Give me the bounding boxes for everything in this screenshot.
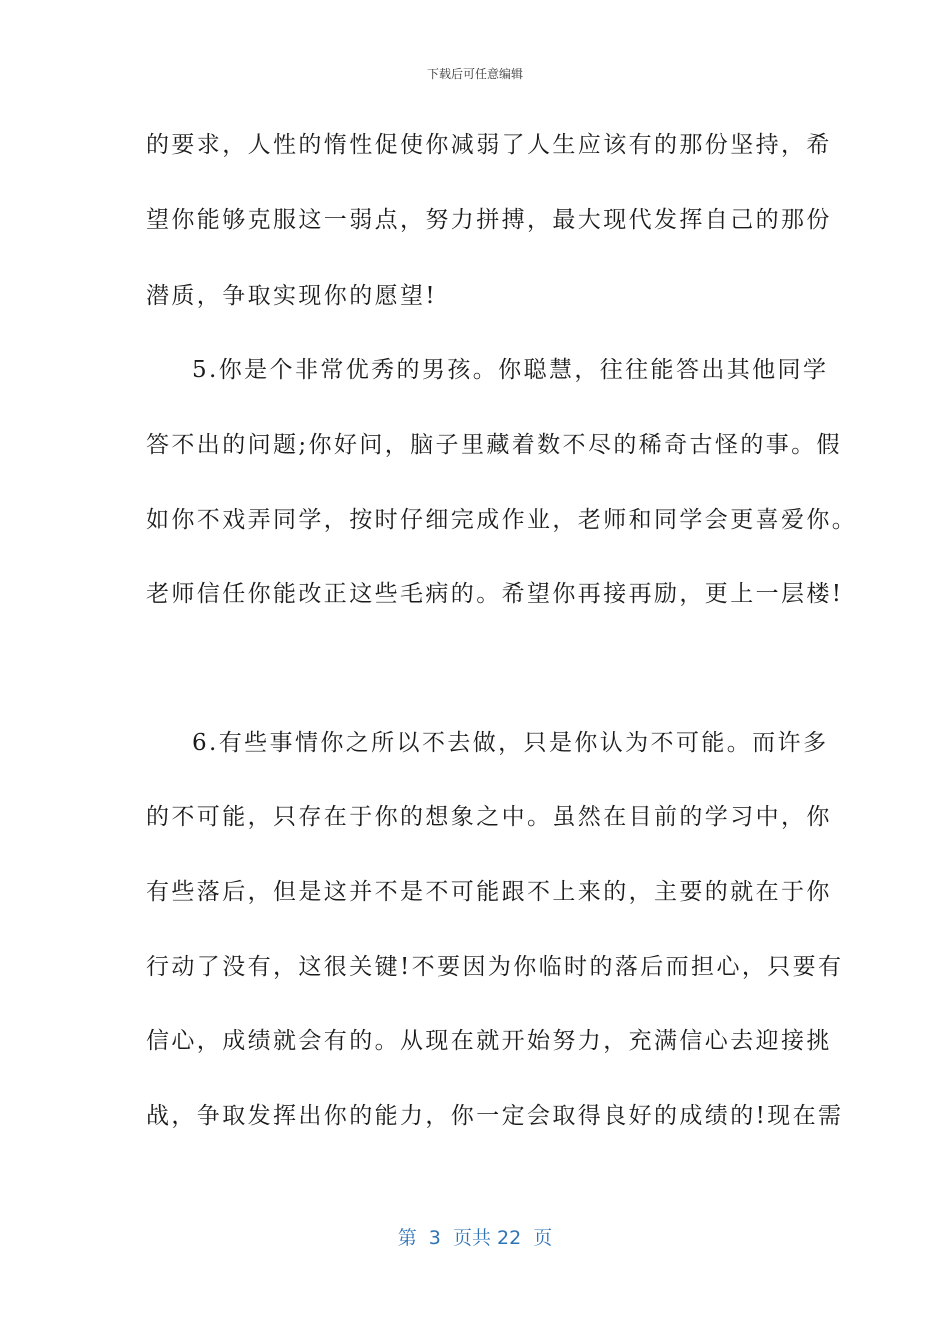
body-line: 潜质，争取实现你的愿望! (146, 283, 438, 309)
page-header: 下载后可任意编辑 (426, 67, 523, 81)
body-line: 行动了没有，这很关键!不要因为你临时的落后而担心，只要有 (146, 954, 844, 980)
body-line: 战，争取发挥出你的能力，你一定会取得良好的成绩的!现在需 (146, 1103, 844, 1129)
body-line: 的要求，人性的惰性促使你减弱了人生应该有的那份坚持，希 (146, 132, 832, 158)
page-number-footer: 第 3 页共 22 页 (397, 1227, 553, 1249)
body-line: 信心，成绩就会有的。从现在就开始努力，充满信心去迎接挑 (146, 1028, 832, 1054)
body-line: 老师信任你能改正这些毛病的。希望你再接再励，更上一层楼! (146, 581, 844, 607)
body-line: 答不出的问题;你好问，脑子里藏着数不尽的稀奇古怪的事。假 (146, 432, 842, 458)
body-line: 的不可能，只存在于你的想象之中。虽然在目前的学习中，你 (146, 804, 832, 830)
body-line: 有些落后，但是这并不是不可能跟不上来的，主要的就在于你 (146, 879, 832, 905)
body-line: 6.有些事情你之所以不去做，只是你认为不可能。而许多 (192, 730, 829, 756)
body-line: 如你不戏弄同学，按时仔细完成作业，老师和同学会更喜爱你。 (146, 507, 858, 533)
body-line: 望你能够克服这一弱点，努力拼搏，最大现代发挥自己的那份 (146, 207, 832, 233)
body-line: 5.你是个非常优秀的男孩。你聪慧，往往能答出其他同学 (192, 357, 829, 383)
